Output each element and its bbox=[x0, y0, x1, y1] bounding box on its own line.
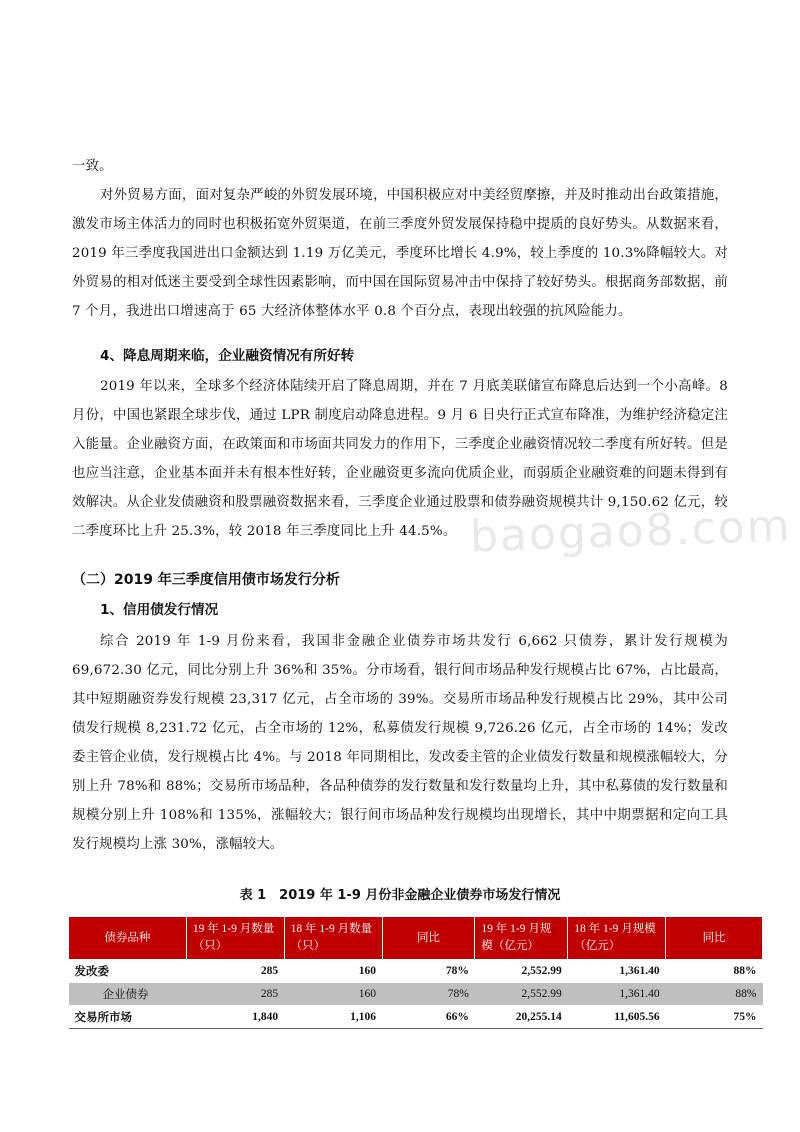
cell-bond-type: 企业债券 bbox=[69, 983, 187, 1006]
table-row bbox=[69, 983, 763, 1006]
header-count-2018: 18 年 1-9 月数量（只） bbox=[284, 917, 382, 960]
cell-scale-2018: 1,361.40 bbox=[568, 983, 666, 1006]
paragraph-foreign-trade: 对外贸易方面，面对复杂严峻的外贸发展环境，中国积极应对中美经贸摩擦，并及时推动出台政策措施，激发市场主体活力的同时也积极拓宽外贸渠道，在前三季度外贸发展保持稳中提质的良好势头。从数据来看，2019 年三季度我国进出口金额达到 1.19 万亿美元，季度环比增长 4.9%，较上季度的 10.3%降幅较大。对外贸易的相对低迷主要受到全球性因素影响，而中国在国际贸易冲击中保持了较好势头。根据商务部数据，前 7 个月，我进出口增速高于 65 大经济体整体水平 0.8 个百分点，表现出较强的抗风险能力。 bbox=[72, 188, 728, 319]
watermark-logo: baogao8.com bbox=[469, 500, 793, 563]
cell-scale-yoy: 88% bbox=[666, 960, 763, 983]
cell-count-2018: 160 bbox=[284, 960, 382, 983]
cell-scale-2018: 11,605.56 bbox=[568, 1006, 666, 1029]
header-scale-2018: 18 年 1-9 月规模（亿元） bbox=[568, 917, 666, 960]
cell-scale-yoy: 88% bbox=[666, 983, 763, 1006]
cell-bond-type: 交易所市场 bbox=[69, 1006, 187, 1029]
heading-rate-cut: 4、降息周期来临，企业融资情况有所好转 bbox=[100, 348, 355, 364]
cell-count-2019: 285 bbox=[186, 960, 284, 983]
cell-scale-yoy: 75% bbox=[666, 1006, 763, 1029]
cell-count-2019: 285 bbox=[186, 983, 284, 1006]
header-scale-yoy: 同比 bbox=[666, 917, 763, 960]
table-row bbox=[69, 1006, 763, 1029]
paragraph-rate-cut: 2019 年以来，全球多个经济体陆续开启了降息周期，并在 7 月底美联储宣布降息后达到一个小高峰。8 月份，中国也紧跟全球步伐，通过 LPR 制度启动降息进程。9 月 6 日央行正式宣布降准，为维护经济稳定注入能量。企业融资方面，在政策面和市场面共同发力的作用下，三季度企业融资情况较二季度有所好转。但是也应当注意，企业基本面并未有根本性好转，企业融资更多流向优质企业，而弱质企业融资难的问题未得到有效解决。从企业发债融资和股票融资数据来看，三季度企业通过股票和债券融资规模共计 9,150.62 亿元，较二季度环比上升 25.3%，较 2018 年三季度同比上升 44.5%。 bbox=[72, 379, 728, 539]
header-bond-type: 债券品种 bbox=[69, 917, 187, 960]
paragraph-issuance: 综合 2019 年 1-9 月份来看，我国非金融企业债券市场共发行 6,662 只债券，累计发行规模为 69,672.30 亿元，同比分别上升 36%和 35%。分市场看，银行间市场品种发行规模占比 67%，占比最高，其中短期融资券发行规模 23,317 亿元，占全市场的 39%。交易所市场品种发行规模占比 29%，其中公司债发行规模 8,231.72 亿元，占全市场的 12%，私募债发行规模 9,726.26 亿元，占全市场的 14%；发改委主管企业债，发行规模占比 4%。与 2018 年同期相比，发改委主管的企业债发行数量和规模涨幅较大，分别上升 78%和 88%；交易所市场品种，各品种债券的发行数量和发行数量均上升，其中私募债的发行数量和规模分别上升 108%和 135%，涨幅较大；银行间市场品种发行规模均出现增长，其中中期票据和定向工具发行规模均上涨 30%，涨幅较大。 bbox=[72, 634, 728, 852]
cell-count-2019: 1,840 bbox=[186, 1006, 284, 1029]
table-row bbox=[69, 960, 763, 983]
header-scale-2019: 19 年 1-9 月规模（亿元） bbox=[475, 917, 568, 960]
table-header-row bbox=[69, 917, 763, 960]
cell-scale-2018: 1,361.40 bbox=[568, 960, 666, 983]
cell-bond-type: 发改委 bbox=[69, 960, 187, 983]
cell-count-yoy: 78% bbox=[382, 983, 475, 1006]
header-count-yoy: 同比 bbox=[382, 917, 475, 960]
cell-count-2018: 160 bbox=[284, 983, 382, 1006]
cell-scale-2019: 20,255.14 bbox=[475, 1006, 568, 1029]
cell-scale-2019: 2,552.99 bbox=[475, 983, 568, 1006]
cell-count-yoy: 78% bbox=[382, 960, 475, 983]
table-caption: 表 1 2019 年 1-9 月份非金融企业债券市场发行情况 bbox=[239, 888, 561, 903]
cell-count-2018: 1,106 bbox=[284, 1006, 382, 1029]
cell-scale-2019: 2,552.99 bbox=[475, 960, 568, 983]
section-title-credit-bond: （二）2019 年三季度信用债市场发行分析 bbox=[72, 572, 340, 588]
header-count-2019: 19 年 1-9 月数量（只） bbox=[186, 917, 284, 960]
cell-count-yoy: 66% bbox=[382, 1006, 475, 1029]
bond-issuance-table bbox=[68, 916, 763, 1029]
heading-issuance: 1、信用债发行情况 bbox=[100, 602, 219, 618]
paragraph-continuation: 一致。 bbox=[72, 159, 113, 174]
